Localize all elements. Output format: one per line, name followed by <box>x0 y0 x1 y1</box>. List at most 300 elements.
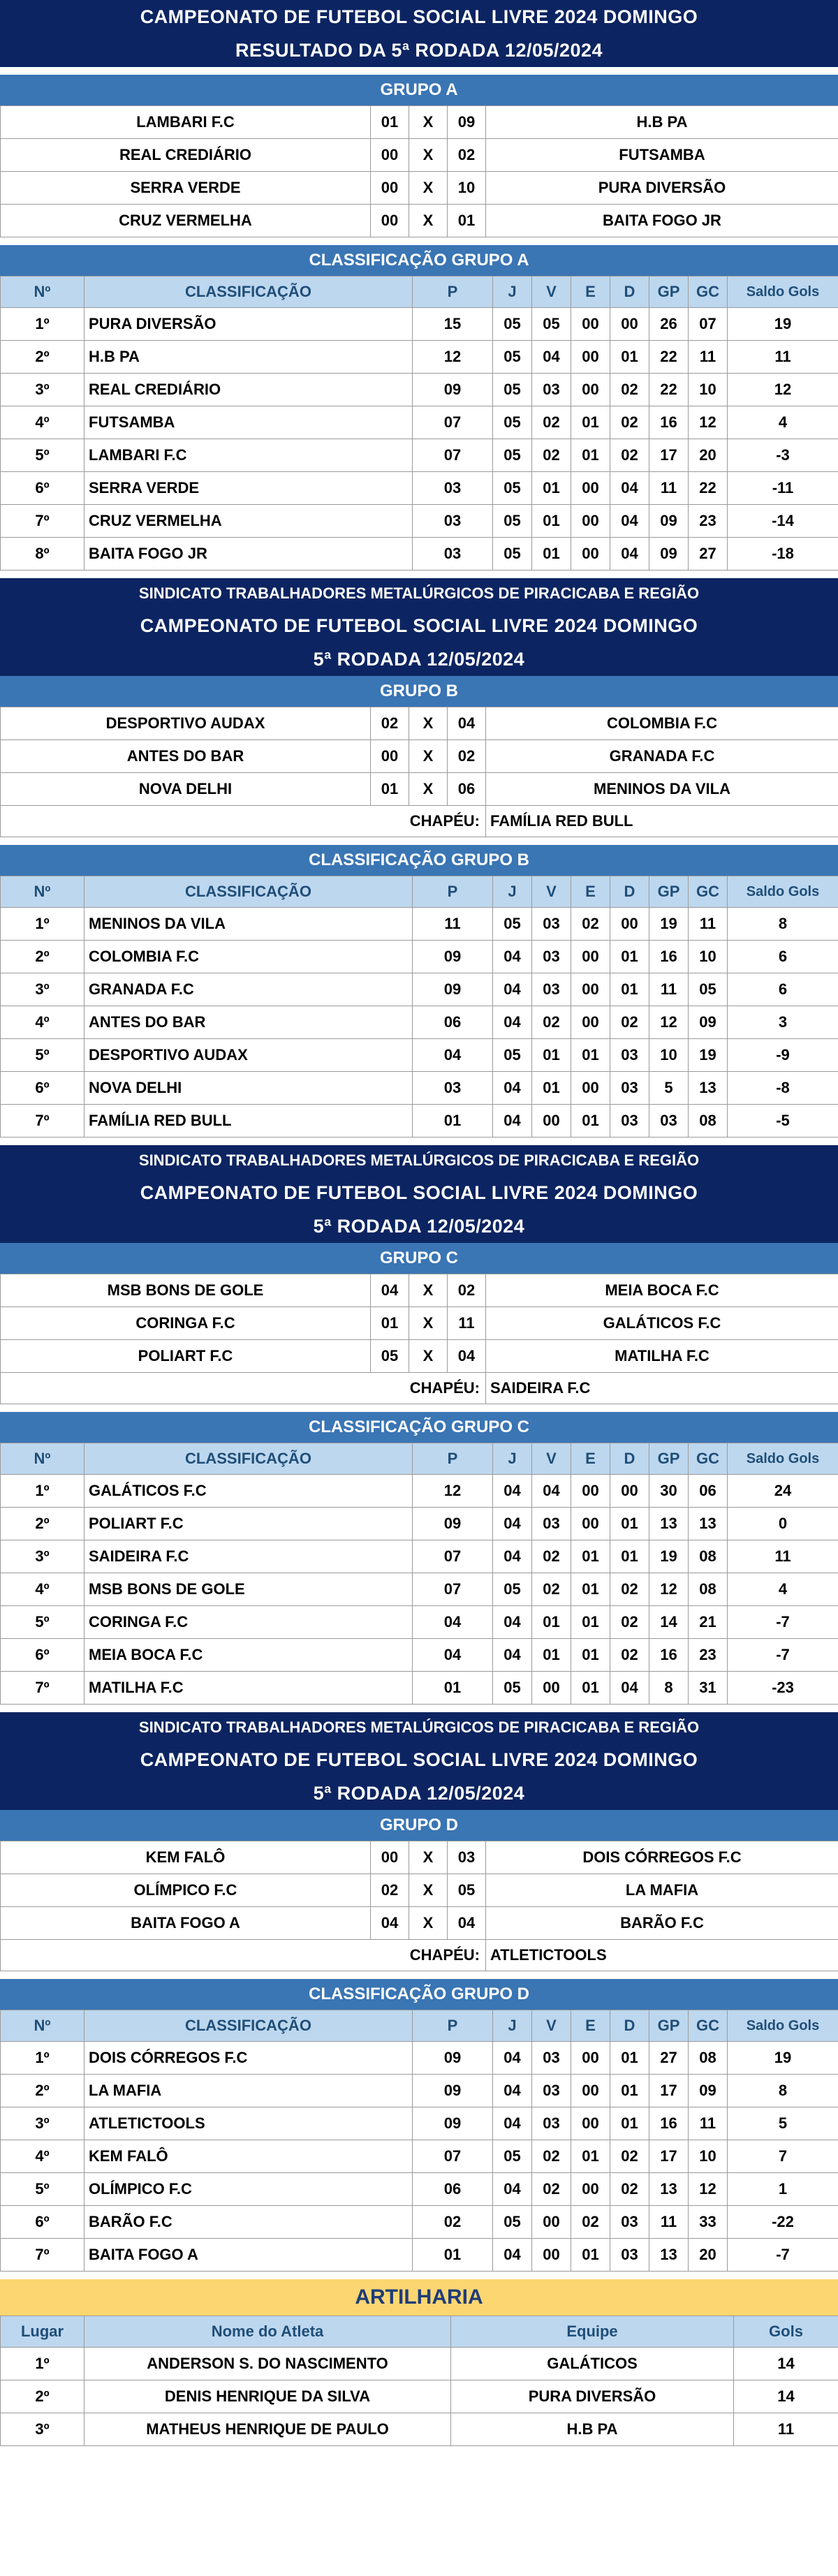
stat-cell: 03 <box>413 538 493 571</box>
standings-row <box>1 472 838 505</box>
team-name: BARÃO F.C <box>84 2206 413 2239</box>
column-header: GP <box>649 277 689 308</box>
away-team: MENINOS DA VILA <box>486 773 838 806</box>
column-header: E <box>571 1443 610 1475</box>
stat-cell: 2º <box>1 941 84 973</box>
standings-row <box>1 1475 838 1508</box>
stat-cell: 16 <box>649 1639 689 1672</box>
stat-cell: 01 <box>532 1606 571 1639</box>
stat-cell: 01 <box>571 1639 610 1672</box>
stat-cell: 04 <box>493 1639 532 1672</box>
standings-row <box>1 1039 838 1072</box>
team-name: H.B PA <box>84 341 413 374</box>
home-score: 00 <box>371 205 409 237</box>
team-name: KEM FALÔ <box>84 2140 413 2173</box>
stat-cell: 06 <box>413 2173 493 2206</box>
stat-cell: 01 <box>610 1508 649 1540</box>
away-team: DOIS CÓRREGOS F.C <box>486 1841 838 1874</box>
standings-header <box>1 2010 838 2042</box>
results-table <box>0 105 838 237</box>
standings-header <box>1 277 838 308</box>
stat-cell: 05 <box>493 472 532 505</box>
stat-cell: 04 <box>493 1508 532 1540</box>
column-header: Nº <box>1 876 84 908</box>
stat-cell: 01 <box>571 1573 610 1606</box>
home-score: 00 <box>371 740 409 773</box>
versus-mark: X <box>409 707 448 740</box>
stat-cell: 13 <box>649 2173 689 2206</box>
stat-cell: 01 <box>610 2075 649 2107</box>
stat-cell: 07 <box>413 2140 493 2173</box>
stat-cell: 02 <box>532 1540 571 1573</box>
team-name: POLIART F.C <box>84 1508 413 1540</box>
section-spacer <box>0 1971 838 1979</box>
home-score: 01 <box>371 1307 409 1340</box>
group-title: GRUPO D <box>0 1810 838 1841</box>
team-name: ATLETICTOOLS <box>84 2107 413 2140</box>
stat-cell: 09 <box>649 505 689 538</box>
column-header: E <box>571 277 610 308</box>
stat-cell: 07 <box>413 406 493 439</box>
stat-cell: 00 <box>571 374 610 406</box>
stat-cell: 00 <box>532 2206 571 2239</box>
stat-cell: 6º <box>1 1639 84 1672</box>
versus-mark: X <box>409 139 448 172</box>
team-name: OLÍMPICO F.C <box>84 2173 413 2206</box>
team-name: CRUZ VERMELHA <box>84 505 413 538</box>
stat-cell: 01 <box>571 2239 610 2272</box>
stat-cell: 01 <box>610 941 649 973</box>
column-header: D <box>610 1443 649 1475</box>
stat-cell: 05 <box>493 1039 532 1072</box>
round-subtitle: 5ª RODADA 12/05/2024 <box>0 642 838 676</box>
results-table <box>0 1841 838 1971</box>
away-team: GALÁTICOS F.C <box>486 1307 838 1340</box>
stat-cell: 05 <box>493 1573 532 1606</box>
standings-row <box>1 2075 838 2107</box>
team-name: GRANADA F.C <box>84 973 413 1006</box>
stat-cell: 04 <box>610 1672 649 1705</box>
stat-cell: 04 <box>610 538 649 571</box>
stat-cell: 1º <box>1 908 84 941</box>
stat-cell: -3 <box>728 439 838 472</box>
organization-title: SINDICATO TRABALHADORES METALÚRGICOS DE PIRACICABA E REGIÃO <box>0 578 838 609</box>
stat-cell: 7º <box>1 1672 84 1705</box>
standings-row <box>1 1540 838 1573</box>
stat-cell: 06 <box>689 1475 728 1508</box>
team-name: REAL CREDIÁRIO <box>84 374 413 406</box>
home-team: CORINGA F.C <box>1 1307 371 1340</box>
stat-cell: 8 <box>728 2075 838 2107</box>
standings-row <box>1 908 838 941</box>
stat-cell: 27 <box>649 2042 689 2075</box>
column-header: V <box>532 876 571 908</box>
versus-mark: X <box>409 1307 448 1340</box>
stat-cell: 02 <box>610 374 649 406</box>
versus-mark: X <box>409 740 448 773</box>
standings-row <box>1 1105 838 1138</box>
match-row <box>1 1274 838 1307</box>
stat-cell: 03 <box>532 908 571 941</box>
team-name: MSB BONS DE GOLE <box>84 1573 413 1606</box>
team-name: BAITA FOGO A <box>84 2239 413 2272</box>
column-header: P <box>413 1443 493 1475</box>
stat-cell: 01 <box>532 472 571 505</box>
column-header: Nome do Atleta <box>84 2316 451 2348</box>
stat-cell: 05 <box>493 1672 532 1705</box>
standings-row <box>1 308 838 341</box>
hat-team: FAMÍLIA RED BULL <box>486 806 838 837</box>
stat-cell: 04 <box>413 1039 493 1072</box>
round-subtitle: RESULTADO DA 5ª RODADA 12/05/2024 <box>0 34 838 67</box>
standings-row <box>1 374 838 406</box>
column-header: GP <box>649 2010 689 2042</box>
column-header: V <box>532 2010 571 2042</box>
scorer-name: DENIS HENRIQUE DA SILVA <box>84 2380 451 2413</box>
stat-cell: 09 <box>413 2107 493 2140</box>
stat-cell: 02 <box>532 406 571 439</box>
standings-title: CLASSIFICAÇÃO GRUPO A <box>0 245 838 276</box>
stat-cell: 04 <box>493 1072 532 1105</box>
stat-cell: 16 <box>649 2107 689 2140</box>
home-team: MSB BONS DE GOLE <box>1 1274 371 1307</box>
stat-cell: 08 <box>689 1540 728 1573</box>
hat-row <box>1 1373 838 1404</box>
stat-cell: 17 <box>649 2075 689 2107</box>
stat-cell: 10 <box>689 374 728 406</box>
stat-cell: -9 <box>728 1039 838 1072</box>
stat-cell: 03 <box>532 2107 571 2140</box>
stat-cell: 01 <box>571 1039 610 1072</box>
standings-row <box>1 973 838 1006</box>
stat-cell: 13 <box>689 1508 728 1540</box>
stat-cell: 09 <box>649 538 689 571</box>
column-header: GC <box>689 277 728 308</box>
section-spacer <box>0 1404 838 1412</box>
group-title: GRUPO A <box>0 75 838 105</box>
stat-cell: 01 <box>532 538 571 571</box>
column-header: GC <box>689 2010 728 2042</box>
stat-cell: -22 <box>728 2206 838 2239</box>
stat-cell: 3º <box>1 973 84 1006</box>
team-name: SERRA VERDE <box>84 472 413 505</box>
stat-cell: 17 <box>649 2140 689 2173</box>
stat-cell: 01 <box>571 1672 610 1705</box>
stat-cell: 30 <box>649 1475 689 1508</box>
standings-table <box>0 876 838 1138</box>
stat-cell: 4º <box>1 1573 84 1606</box>
stat-cell: 7º <box>1 2239 84 2272</box>
stat-cell: 09 <box>689 1006 728 1039</box>
stat-cell: 04 <box>610 505 649 538</box>
stat-cell: 20 <box>689 2239 728 2272</box>
column-header: V <box>532 277 571 308</box>
column-header: GP <box>649 1443 689 1475</box>
standings-table <box>0 2010 838 2272</box>
away-score: 11 <box>448 1307 486 1340</box>
stat-cell: 00 <box>532 2239 571 2272</box>
stat-cell: 11 <box>413 908 493 941</box>
stat-cell: 04 <box>532 341 571 374</box>
home-score: 00 <box>371 139 409 172</box>
hat-row <box>1 806 838 837</box>
stat-cell: 1º <box>1 308 84 341</box>
stat-cell: 16 <box>649 941 689 973</box>
stat-cell: 00 <box>532 1672 571 1705</box>
stat-cell: 01 <box>610 2042 649 2075</box>
stat-cell: 07 <box>413 1573 493 1606</box>
home-team: POLIART F.C <box>1 1340 371 1373</box>
home-score: 00 <box>371 172 409 205</box>
match-row <box>1 172 838 205</box>
home-team: CRUZ VERMELHA <box>1 205 371 237</box>
stat-cell: 02 <box>532 1573 571 1606</box>
scorer-row <box>1 2348 838 2380</box>
stat-cell: 17 <box>649 439 689 472</box>
scorer-team: GALÁTICOS <box>451 2348 734 2380</box>
stat-cell: 03 <box>649 1105 689 1138</box>
stat-cell: 11 <box>649 2206 689 2239</box>
away-score: 06 <box>448 773 486 806</box>
stat-cell: 7 <box>728 2140 838 2173</box>
stat-cell: 02 <box>532 2173 571 2206</box>
column-header: Gols <box>734 2316 838 2348</box>
home-score: 02 <box>371 707 409 740</box>
column-header: CLASSIFICAÇÃO <box>84 277 413 308</box>
stat-cell: 00 <box>571 308 610 341</box>
stat-cell: 04 <box>493 1006 532 1039</box>
round-subtitle: 5ª RODADA 12/05/2024 <box>0 1776 838 1810</box>
stat-cell: 08 <box>689 1573 728 1606</box>
stat-cell: 31 <box>689 1672 728 1705</box>
stat-cell: 2º <box>1 341 84 374</box>
team-name: DESPORTIVO AUDAX <box>84 1039 413 1072</box>
home-team: NOVA DELHI <box>1 773 371 806</box>
stat-cell: 03 <box>532 2075 571 2107</box>
team-name: LA MAFIA <box>84 2075 413 2107</box>
stat-cell: 04 <box>532 1475 571 1508</box>
team-name: GALÁTICOS F.C <box>84 1475 413 1508</box>
team-name: FUTSAMBA <box>84 406 413 439</box>
column-header: P <box>413 2010 493 2042</box>
stat-cell: 01 <box>532 505 571 538</box>
stat-cell: 01 <box>413 1105 493 1138</box>
scorers-header <box>1 2316 838 2348</box>
stat-cell: 00 <box>571 2173 610 2206</box>
scorer-goals: 11 <box>734 2413 838 2446</box>
stat-cell: -23 <box>728 1672 838 1705</box>
stat-cell: 02 <box>571 2206 610 2239</box>
stat-cell: 02 <box>610 406 649 439</box>
stat-cell: 06 <box>413 1006 493 1039</box>
stat-cell: 12 <box>649 1573 689 1606</box>
versus-mark: X <box>409 1874 448 1907</box>
stat-cell: 03 <box>532 374 571 406</box>
away-team: PURA DIVERSÃO <box>486 172 838 205</box>
team-name: PURA DIVERSÃO <box>84 308 413 341</box>
stat-cell: 01 <box>610 2107 649 2140</box>
stat-cell: -7 <box>728 1606 838 1639</box>
team-name: COLOMBIA F.C <box>84 941 413 973</box>
team-name: DOIS CÓRREGOS F.C <box>84 2042 413 2075</box>
stat-cell: 23 <box>689 505 728 538</box>
stat-cell: 00 <box>571 1508 610 1540</box>
home-team: LAMBARI F.C <box>1 106 371 139</box>
away-team: BARÃO F.C <box>486 1907 838 1940</box>
stat-cell: 05 <box>493 2140 532 2173</box>
stat-cell: 09 <box>413 973 493 1006</box>
standings-row <box>1 538 838 571</box>
stat-cell: 07 <box>689 308 728 341</box>
section-spacer <box>0 67 838 75</box>
stat-cell: 00 <box>571 1006 610 1039</box>
versus-mark: X <box>409 773 448 806</box>
stat-cell: 00 <box>571 505 610 538</box>
column-header: E <box>571 2010 610 2042</box>
standings-row <box>1 1072 838 1105</box>
column-header: P <box>413 876 493 908</box>
column-header: J <box>493 277 532 308</box>
stat-cell: 19 <box>649 1540 689 1573</box>
standings-row <box>1 505 838 538</box>
stat-cell: 01 <box>610 1540 649 1573</box>
stat-cell: 00 <box>571 1072 610 1105</box>
stat-cell: 02 <box>610 1639 649 1672</box>
stat-cell: 09 <box>413 941 493 973</box>
tournament-title: CAMPEONATO DE FUTEBOL SOCIAL LIVRE 2024 DOMINGO <box>0 609 838 642</box>
stat-cell: 4 <box>728 1573 838 1606</box>
stat-cell: 08 <box>689 2042 728 2075</box>
hat-label: CHAPÉU: <box>1 806 486 837</box>
standings-row <box>1 439 838 472</box>
home-team: SERRA VERDE <box>1 172 371 205</box>
scorer-row <box>1 2380 838 2413</box>
column-header: P <box>413 277 493 308</box>
stat-cell: 04 <box>493 2173 532 2206</box>
team-name: SAIDEIRA F.C <box>84 1540 413 1573</box>
stat-cell: 09 <box>413 374 493 406</box>
team-name: NOVA DELHI <box>84 1072 413 1105</box>
away-team: FUTSAMBA <box>486 139 838 172</box>
section-spacer <box>0 1138 838 1145</box>
home-team: REAL CREDIÁRIO <box>1 139 371 172</box>
stat-cell: 05 <box>493 538 532 571</box>
away-team: MATILHA F.C <box>486 1340 838 1373</box>
stat-cell: 01 <box>532 1639 571 1672</box>
stat-cell: 4 <box>728 406 838 439</box>
stat-cell: 3º <box>1 2107 84 2140</box>
stat-cell: 03 <box>610 2239 649 2272</box>
stat-cell: 03 <box>610 1072 649 1105</box>
group-title: GRUPO C <box>0 1243 838 1274</box>
stat-cell: 00 <box>610 908 649 941</box>
stat-cell: 00 <box>571 1475 610 1508</box>
section-spacer <box>0 837 838 845</box>
stat-cell: 00 <box>610 308 649 341</box>
away-score: 05 <box>448 1874 486 1907</box>
standings-row <box>1 2042 838 2075</box>
match-row <box>1 1874 838 1907</box>
stat-cell: 26 <box>649 308 689 341</box>
stat-cell: 6º <box>1 2206 84 2239</box>
stat-cell: 05 <box>493 2206 532 2239</box>
team-name: LAMBARI F.C <box>84 439 413 472</box>
stat-cell: 04 <box>493 1540 532 1573</box>
scorer-team: PURA DIVERSÃO <box>451 2380 734 2413</box>
standings-row <box>1 2173 838 2206</box>
column-header: GC <box>689 876 728 908</box>
stat-cell: 12 <box>689 2173 728 2206</box>
stat-cell: 4º <box>1 406 84 439</box>
stat-cell: 03 <box>413 505 493 538</box>
column-header: J <box>493 1443 532 1475</box>
home-score: 01 <box>371 773 409 806</box>
stat-cell: 02 <box>571 908 610 941</box>
standings-row <box>1 2140 838 2173</box>
away-score: 10 <box>448 172 486 205</box>
away-team: MEIA BOCA F.C <box>486 1274 838 1307</box>
scorers-table <box>0 2316 838 2446</box>
column-header: J <box>493 2010 532 2042</box>
stat-cell: 7º <box>1 505 84 538</box>
stat-cell: 03 <box>413 472 493 505</box>
stat-cell: -7 <box>728 2239 838 2272</box>
away-team: H.B PA <box>486 106 838 139</box>
stat-cell: 33 <box>689 2206 728 2239</box>
versus-mark: X <box>409 106 448 139</box>
stat-cell: 05 <box>689 973 728 1006</box>
stat-cell: 4º <box>1 2140 84 2173</box>
stat-cell: 03 <box>532 2042 571 2075</box>
stat-cell: 0 <box>728 1508 838 1540</box>
stat-cell: 12 <box>649 1006 689 1039</box>
stat-cell: 11 <box>649 973 689 1006</box>
versus-mark: X <box>409 1841 448 1874</box>
section-spacer <box>0 2272 838 2279</box>
stat-cell: 6º <box>1 1072 84 1105</box>
match-row <box>1 205 838 237</box>
stat-cell: 09 <box>689 2075 728 2107</box>
stat-cell: 02 <box>532 1006 571 1039</box>
away-score: 04 <box>448 1907 486 1940</box>
home-team: BAITA FOGO A <box>1 1907 371 1940</box>
home-team: ANTES DO BAR <box>1 740 371 773</box>
stat-cell: 5º <box>1 439 84 472</box>
standings-title: CLASSIFICAÇÃO GRUPO C <box>0 1412 838 1443</box>
stat-cell: 01 <box>571 1540 610 1573</box>
stat-cell: 6 <box>728 941 838 973</box>
versus-mark: X <box>409 1274 448 1307</box>
stat-cell: 09 <box>413 2075 493 2107</box>
stat-cell: 3º <box>1 374 84 406</box>
column-header: CLASSIFICAÇÃO <box>84 2010 413 2042</box>
stat-cell: 03 <box>532 1508 571 1540</box>
column-header: D <box>610 2010 649 2042</box>
versus-mark: X <box>409 172 448 205</box>
stat-cell: 1 <box>728 2173 838 2206</box>
section-spacer <box>0 237 838 245</box>
scorers-title: ARTILHARIA <box>0 2279 838 2316</box>
standings-header <box>1 1443 838 1475</box>
stat-cell: 01 <box>571 1606 610 1639</box>
stat-cell: 01 <box>571 439 610 472</box>
stat-cell: 12 <box>689 406 728 439</box>
stat-cell: 00 <box>571 2107 610 2140</box>
home-team: KEM FALÔ <box>1 1841 371 1874</box>
stat-cell: 20 <box>689 439 728 472</box>
stat-cell: 04 <box>493 2239 532 2272</box>
stat-cell: 4º <box>1 1006 84 1039</box>
